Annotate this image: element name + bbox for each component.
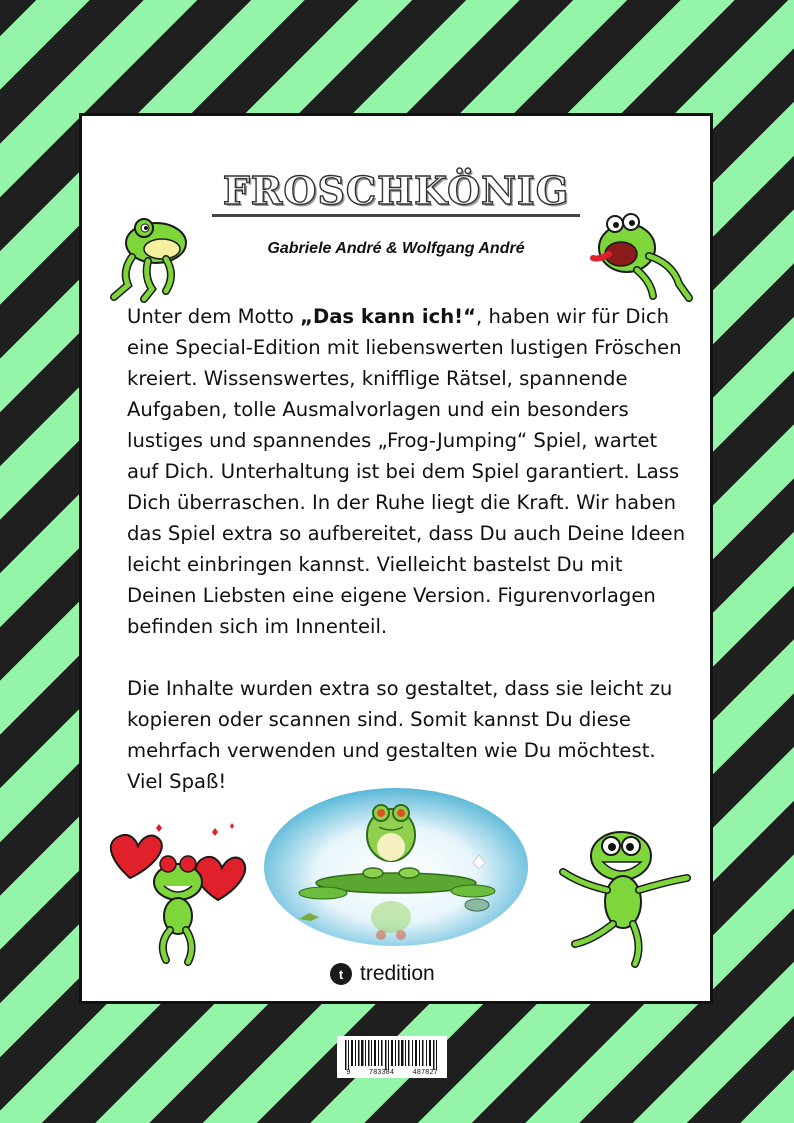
book-title: FROSCHKÖNIG [222,168,570,213]
description-text [127,301,687,797]
barcode-left-digits: 783384 [368,1069,395,1077]
back-cover-panel [79,113,713,1004]
description-paragraph-1 [127,301,687,642]
publisher-name: tredition [360,962,435,985]
book-authors: Gabriele André & Wolfgang André [267,240,525,257]
frog-hearts-icon [100,820,250,968]
frog-jumping-icon [545,820,697,970]
barcode-right-digits: 487827 [412,1069,438,1077]
frog-top-left-icon [104,211,192,303]
description-paragraph-2: Die Inhalte wurden extra so gestaltet, dass sie leicht zu kopieren oder scannen sind. Somit kannst Du diese mehrfach verwenden und gestalten wie Du möchtest. Viel Spaß! [127,677,673,793]
publisher-logo [330,962,435,986]
frog-on-lilypad-icon [263,787,529,947]
barcode-prefix: 9 [346,1069,351,1077]
barcode-bars [337,1038,447,1070]
frog-top-right-icon [587,208,695,304]
barcode-digits [337,1069,447,1077]
isbn-barcode [337,1036,447,1078]
title-underline [212,214,580,217]
tredition-logo-icon: t [330,963,352,985]
motto-text: „Das kann ich!“ [300,305,476,328]
paragraph-1-rest: , haben wir für Dich eine Special-Edition mit liebenswerten lustigen Fröschen kreiert. Wissenswertes, knifflige Rätsel, spannende Aufgaben, tolle Ausmalvorlagen und ein besonders lustiges und spannendes „Frog-Jumping“ Spiel, wartet auf Dich. Unterhaltung ist bei dem Spiel garantiert. Lass Dich überraschen. In der Ruhe liegt die Kraft. Wir haben das Spiel extra so aufbereitet, dass Du auch Deine Ideen leicht einbringen kannst. Vielleicht bastelst Du mit Deinen Liebsten eine eigene Version. Figurenvorlagen befinden sich im Innenteil. [127,305,686,638]
paragraph-1-intro: Unter dem Motto [127,305,301,328]
